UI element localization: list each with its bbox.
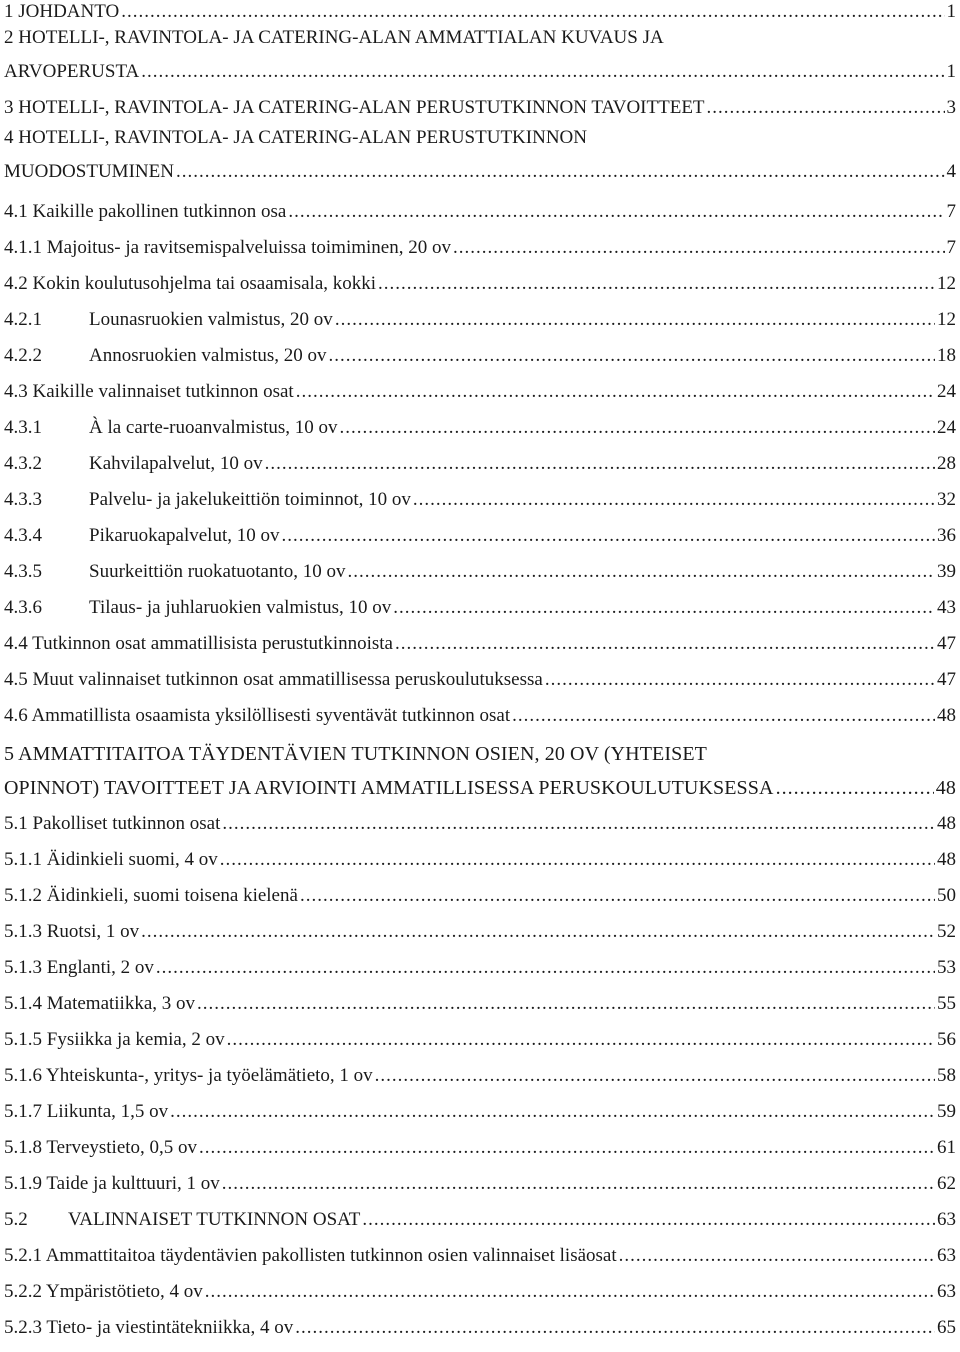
toc-entry[interactable] — [4, 1274, 956, 1310]
toc-entry-title — [4, 266, 376, 302]
dot-leader — [545, 662, 935, 698]
toc-entry[interactable] — [4, 1022, 956, 1058]
toc-entry-text: 4.6 Ammatillista osaamista yksilöllisesti syventävät tutkinnon osat — [4, 705, 511, 726]
dot-leader — [220, 842, 935, 878]
toc-entry-title — [4, 1094, 168, 1130]
toc-entry-line — [4, 338, 956, 374]
toc-entry-number: 4.3.4 — [4, 525, 42, 546]
toc-entry-text: Kahvilapalvelut, 10 ov — [89, 453, 263, 474]
toc-entry-page-number: 24 — [937, 381, 956, 402]
toc-entry-title — [4, 230, 451, 266]
toc-entry-number: 5.2 — [4, 1209, 28, 1230]
toc-entry[interactable] — [4, 1238, 956, 1274]
toc-entry-title — [4, 1058, 373, 1094]
toc-entry-page-number: 18 — [937, 345, 956, 366]
toc-entry[interactable] — [4, 742, 956, 806]
toc-entry-text: 4.4 Tutkinnon osat ammatillisista perustutkinnoista — [4, 633, 393, 654]
toc-entry-text: 4.5 Muut valinnaiset tutkinnon osat ammatillisessa peruskoulutuksessa — [4, 669, 543, 690]
toc-entry-page-number: 3 — [946, 97, 956, 118]
toc-entry-title — [4, 842, 218, 878]
dot-leader — [141, 54, 944, 90]
toc-entry-line — [4, 266, 956, 302]
toc-entry-line — [4, 518, 956, 554]
toc-entry-text: 5.2.1 Ammattitaitoa täydentävien pakollisten tutkinnon osien valinnaiset lisäosat — [4, 1245, 617, 1266]
toc-entry-text: 5.1.2 Äidinkieli, suomi toisena kielenä — [4, 885, 298, 906]
toc-entry-line — [4, 302, 956, 338]
toc-entry-line — [4, 230, 956, 266]
toc-entry-title — [4, 482, 411, 518]
toc-entry-text: 4.2 Kokin koulutusohjelma tai osaamisala, kokki — [4, 273, 377, 294]
toc-entry-text: Palvelu- ja jakelukeittiön toiminnot, 10 ov — [89, 489, 411, 510]
toc-entry[interactable] — [4, 1202, 956, 1238]
toc-entry[interactable] — [4, 90, 956, 126]
toc-entry-page-number: 48 — [935, 777, 956, 799]
toc-entry-text: OPINNOT) TAVOITTEET JA ARVIOINTI AMMATILLISESSA PERUSKOULUTUKSESSA — [4, 777, 774, 799]
toc-entry-page-number: 56 — [937, 1029, 956, 1050]
dot-leader — [141, 914, 935, 950]
toc-entry-title — [4, 518, 280, 554]
toc-entry-text: ARVOPERUSTA — [4, 61, 140, 82]
toc-entry-page-number: 63 — [937, 1209, 956, 1230]
toc-entry-title — [4, 914, 139, 950]
toc-entry-title — [4, 374, 294, 410]
dot-leader — [335, 302, 935, 338]
toc-entry-line — [4, 1310, 956, 1346]
dot-leader — [227, 1022, 935, 1058]
toc-entry-title — [4, 54, 139, 90]
toc-entry[interactable] — [4, 806, 956, 842]
toc-entry-text: 5.1.4 Matematiikka, 3 ov — [4, 993, 196, 1014]
toc-entry-page-number: 12 — [937, 309, 956, 330]
toc-entry-page-number: 53 — [937, 957, 956, 978]
toc-entry-page-number: 24 — [937, 417, 956, 438]
toc-entry-line — [4, 1238, 956, 1274]
toc-entry-text: 3 HOTELLI-, RAVINTOLA- JA CATERING-ALAN PERUSTUTKINNON TAVOITTEET — [4, 97, 705, 118]
toc-entry-text: VALINNAISET TUTKINNON OSAT — [68, 1209, 361, 1230]
toc-entry[interactable] — [4, 266, 956, 302]
toc-entry-number: 4.3.2 — [4, 453, 42, 474]
toc-entry[interactable] — [4, 554, 956, 590]
toc-entry-page-number: 58 — [937, 1065, 956, 1086]
toc-entry[interactable] — [4, 230, 956, 266]
toc-entry[interactable] — [4, 338, 956, 374]
toc-entry-title — [4, 986, 195, 1022]
toc-entry-title — [4, 154, 174, 190]
toc-entry[interactable] — [4, 1310, 956, 1346]
toc-entry-page-number: 63 — [937, 1281, 956, 1302]
dot-leader — [300, 878, 935, 914]
toc-entry-text: MUODOSTUMINEN — [4, 161, 174, 182]
toc-entry-text: Tilaus- ja juhlaruokien valmistus, 10 ov — [89, 597, 392, 618]
toc-entry-line — [4, 626, 956, 662]
toc-entry-title — [4, 446, 263, 482]
toc-entry[interactable] — [4, 914, 956, 950]
toc-entry-line — [4, 1094, 956, 1130]
toc-entry[interactable] — [4, 518, 956, 554]
toc-entry-title — [4, 194, 286, 230]
toc-entry-page-number: 59 — [937, 1101, 956, 1122]
toc-entry[interactable] — [4, 374, 956, 410]
toc-entry[interactable] — [4, 482, 956, 518]
toc-entry-title — [4, 662, 543, 698]
toc-entry-page-number: 36 — [937, 525, 956, 546]
toc-entry-number: 4.3.3 — [4, 489, 42, 510]
toc-entry-title — [4, 1130, 197, 1166]
dot-leader — [393, 590, 935, 626]
toc-entry-line — [4, 1022, 956, 1058]
dot-leader — [776, 770, 934, 806]
dot-leader — [156, 950, 935, 986]
toc-entry-number: 4.3.6 — [4, 597, 42, 618]
toc-entry[interactable] — [4, 410, 956, 446]
dot-leader — [288, 194, 944, 230]
toc-entry[interactable] — [4, 878, 956, 914]
toc-entry-title — [4, 1238, 617, 1274]
toc-entry-number: 4.3.5 — [4, 561, 42, 582]
toc-entry[interactable] — [4, 126, 956, 190]
toc-entry-page-number: 48 — [937, 813, 956, 834]
toc-entry-text: 5.1.8 Terveystieto, 0,5 ov — [4, 1137, 198, 1158]
toc-entry-line — [4, 590, 956, 626]
toc-entry-line — [4, 842, 956, 878]
toc-entry-page-number: 7 — [946, 201, 956, 222]
dot-leader — [375, 1058, 935, 1094]
toc-entry-line — [4, 1202, 956, 1238]
toc-entry-text: 5.2.3 Tieto- ja viestintätekniikka, 4 ov — [4, 1317, 294, 1338]
toc-entry[interactable] — [4, 194, 956, 230]
toc-entry-text: 5.1.5 Fysiikka ja kemia, 2 ov — [4, 1029, 225, 1050]
toc-entry[interactable] — [4, 662, 956, 698]
toc-entry-page-number: 4 — [946, 161, 956, 182]
toc-entry-title — [4, 338, 327, 374]
toc-entry[interactable] — [4, 302, 956, 338]
dot-leader — [197, 986, 935, 1022]
dot-leader — [295, 1310, 935, 1346]
toc-entry-title — [4, 90, 705, 126]
toc-entry-page-number: 39 — [937, 561, 956, 582]
dot-leader — [512, 698, 935, 734]
toc-entry-page-number: 61 — [937, 1137, 956, 1158]
toc-entry-text: Lounasruokien valmistus, 20 ov — [89, 309, 333, 330]
toc-entry-page-number: 1 — [946, 61, 956, 82]
toc-entry-title — [4, 554, 345, 590]
toc-entry-page-number: 48 — [937, 849, 956, 870]
toc-entry-page-number: 7 — [946, 237, 956, 258]
toc-entry-line — [4, 1130, 956, 1166]
toc-entry-title — [4, 302, 333, 338]
toc-entry-text: 5.1.6 Yhteiskunta-, yritys- ja työelämätieto, 1 ov — [4, 1065, 373, 1086]
toc-entry-text: 5.1 Pakolliset tutkinnon osat — [4, 813, 221, 834]
toc-entry-text: 4.3 Kaikille valinnaiset tutkinnon osat — [4, 381, 294, 402]
toc-entry[interactable] — [4, 1094, 956, 1130]
toc-entry-text: 5.1.1 Äidinkieli suomi, 4 ov — [4, 849, 218, 870]
toc-entry-number: 4.2.2 — [4, 345, 42, 366]
toc-entry-line — [4, 1274, 956, 1310]
dot-leader — [378, 266, 935, 302]
toc-entry-line — [4, 446, 956, 482]
toc-entry-line — [4, 662, 956, 698]
toc-entry[interactable] — [4, 626, 956, 662]
toc-entry-line — [4, 54, 956, 90]
dot-leader — [413, 482, 935, 518]
toc-entry-line — [4, 194, 956, 230]
toc-entry[interactable] — [4, 1130, 956, 1166]
toc-entry-text: 1 JOHDANTO — [4, 1, 120, 22]
toc-entry[interactable] — [4, 26, 956, 90]
dot-leader — [296, 374, 935, 410]
toc-entry-title — [4, 1202, 360, 1238]
toc-entry-title — [4, 1310, 293, 1346]
toc-entry-first-line: 5 AMMATTITAITOA TÄYDENTÄVIEN TUTKINNON OSIEN, 20 OV (YHTEISET — [4, 743, 707, 765]
dot-leader — [282, 518, 936, 554]
toc-entry-number: 4.3.1 — [4, 417, 42, 438]
toc-entry-page-number: 62 — [937, 1173, 956, 1194]
toc-entry-text: Annosruokien valmistus, 20 ov — [89, 345, 327, 366]
toc-entry-text: 5.1.7 Liikunta, 1,5 ov — [4, 1101, 169, 1122]
toc-entry-line — [4, 1166, 956, 1202]
toc-entry-text: 5.1.3 Ruotsi, 1 ov — [4, 921, 140, 942]
dot-leader — [340, 410, 935, 446]
toc-entry-text: 5.1.9 Taide ja kulttuuri, 1 ov — [4, 1173, 220, 1194]
toc-entry-text: 5.2.2 Ympäristötieto, 4 ov — [4, 1281, 203, 1302]
toc-entry-page-number: 47 — [937, 633, 956, 654]
toc-entry-title — [4, 770, 774, 806]
toc-entry-page-number: 55 — [937, 993, 956, 1014]
toc-entry-line — [4, 698, 956, 734]
toc-entry-page-number: 47 — [937, 669, 956, 690]
toc-entry[interactable] — [4, 1166, 956, 1202]
toc-entry[interactable] — [4, 986, 956, 1022]
toc-entry-text: 4.1.1 Majoitus- ja ravitsemispalveluissa toimiminen, 20 ov — [4, 237, 451, 258]
dot-leader — [205, 1274, 935, 1310]
toc-entry-text: 4.1 Kaikille pakollinen tutkinnon osa — [4, 201, 287, 222]
toc-entry-title — [4, 410, 338, 446]
toc-entry-line — [4, 410, 956, 446]
dot-leader — [329, 338, 936, 374]
toc-entry-first-line: 2 HOTELLI-, RAVINTOLA- JA CATERING-ALAN AMMATTIALAN KUVAUS JA — [4, 27, 664, 48]
toc-entry-text: Pikaruokapalvelut, 10 ov — [89, 525, 280, 546]
toc-entry-title — [4, 1022, 225, 1058]
toc-entry-line — [4, 482, 956, 518]
toc-entry[interactable] — [4, 842, 956, 878]
toc-entry-line — [4, 1058, 956, 1094]
toc-entry-text: Suurkeittiön ruokatuotanto, 10 ov — [89, 561, 346, 582]
toc-entry-first-line: 4 HOTELLI-, RAVINTOLA- JA CATERING-ALAN PERUSTUTKINNON — [4, 127, 587, 148]
toc-entry-line — [4, 154, 956, 190]
dot-leader — [395, 626, 935, 662]
dot-leader — [222, 1166, 935, 1202]
toc-entry-line — [4, 770, 956, 806]
toc-entry-title — [4, 1274, 203, 1310]
toc-entry-line — [4, 950, 956, 986]
toc-entry[interactable] — [4, 590, 956, 626]
toc-entry-title — [4, 1166, 220, 1202]
toc-entry-line — [4, 878, 956, 914]
toc-entry-line — [4, 374, 956, 410]
toc-entry-text: À la carte-ruoanvalmistus, 10 ov — [89, 417, 338, 438]
toc-entry-title — [4, 590, 391, 626]
toc-entry-line — [4, 806, 956, 842]
dot-leader — [199, 1130, 935, 1166]
toc-entry-page-number: 63 — [937, 1245, 956, 1266]
toc-entry-title — [4, 626, 393, 662]
dot-leader — [362, 1202, 935, 1238]
toc-entry[interactable] — [4, 698, 956, 734]
toc-entry[interactable] — [4, 1058, 956, 1094]
toc-entry-page-number: 12 — [937, 273, 956, 294]
dot-leader — [265, 446, 935, 482]
toc-entry-title — [4, 806, 220, 842]
toc-entry-title — [4, 950, 154, 986]
toc-entry-page-number: 48 — [937, 705, 956, 726]
toc-entry-number: 4.2.1 — [4, 309, 42, 330]
toc-entry-page-number: 28 — [937, 453, 956, 474]
toc-entry-page-number: 1 — [946, 1, 956, 22]
toc-entry-text: 5.1.3 Englanti, 2 ov — [4, 957, 154, 978]
dot-leader — [170, 1094, 935, 1130]
toc-entry[interactable] — [4, 446, 956, 482]
dot-leader — [619, 1238, 935, 1274]
dot-leader — [453, 230, 945, 266]
toc-entry-line — [4, 914, 956, 950]
toc-entry-page-number: 52 — [937, 921, 956, 942]
toc-entry-title — [4, 698, 510, 734]
toc-entry-line — [4, 90, 956, 126]
toc-entry-page-number: 50 — [937, 885, 956, 906]
dot-leader — [707, 90, 945, 126]
toc-entry-page-number: 43 — [937, 597, 956, 618]
toc-entry-line — [4, 986, 956, 1022]
toc-entry-page-number: 32 — [937, 489, 956, 510]
toc-entry-title — [4, 878, 298, 914]
toc-entry[interactable] — [4, 950, 956, 986]
toc-entry-line — [4, 554, 956, 590]
dot-leader — [222, 806, 935, 842]
dot-leader — [347, 554, 935, 590]
toc-entry-page-number: 65 — [937, 1317, 956, 1338]
dot-leader — [176, 154, 945, 190]
